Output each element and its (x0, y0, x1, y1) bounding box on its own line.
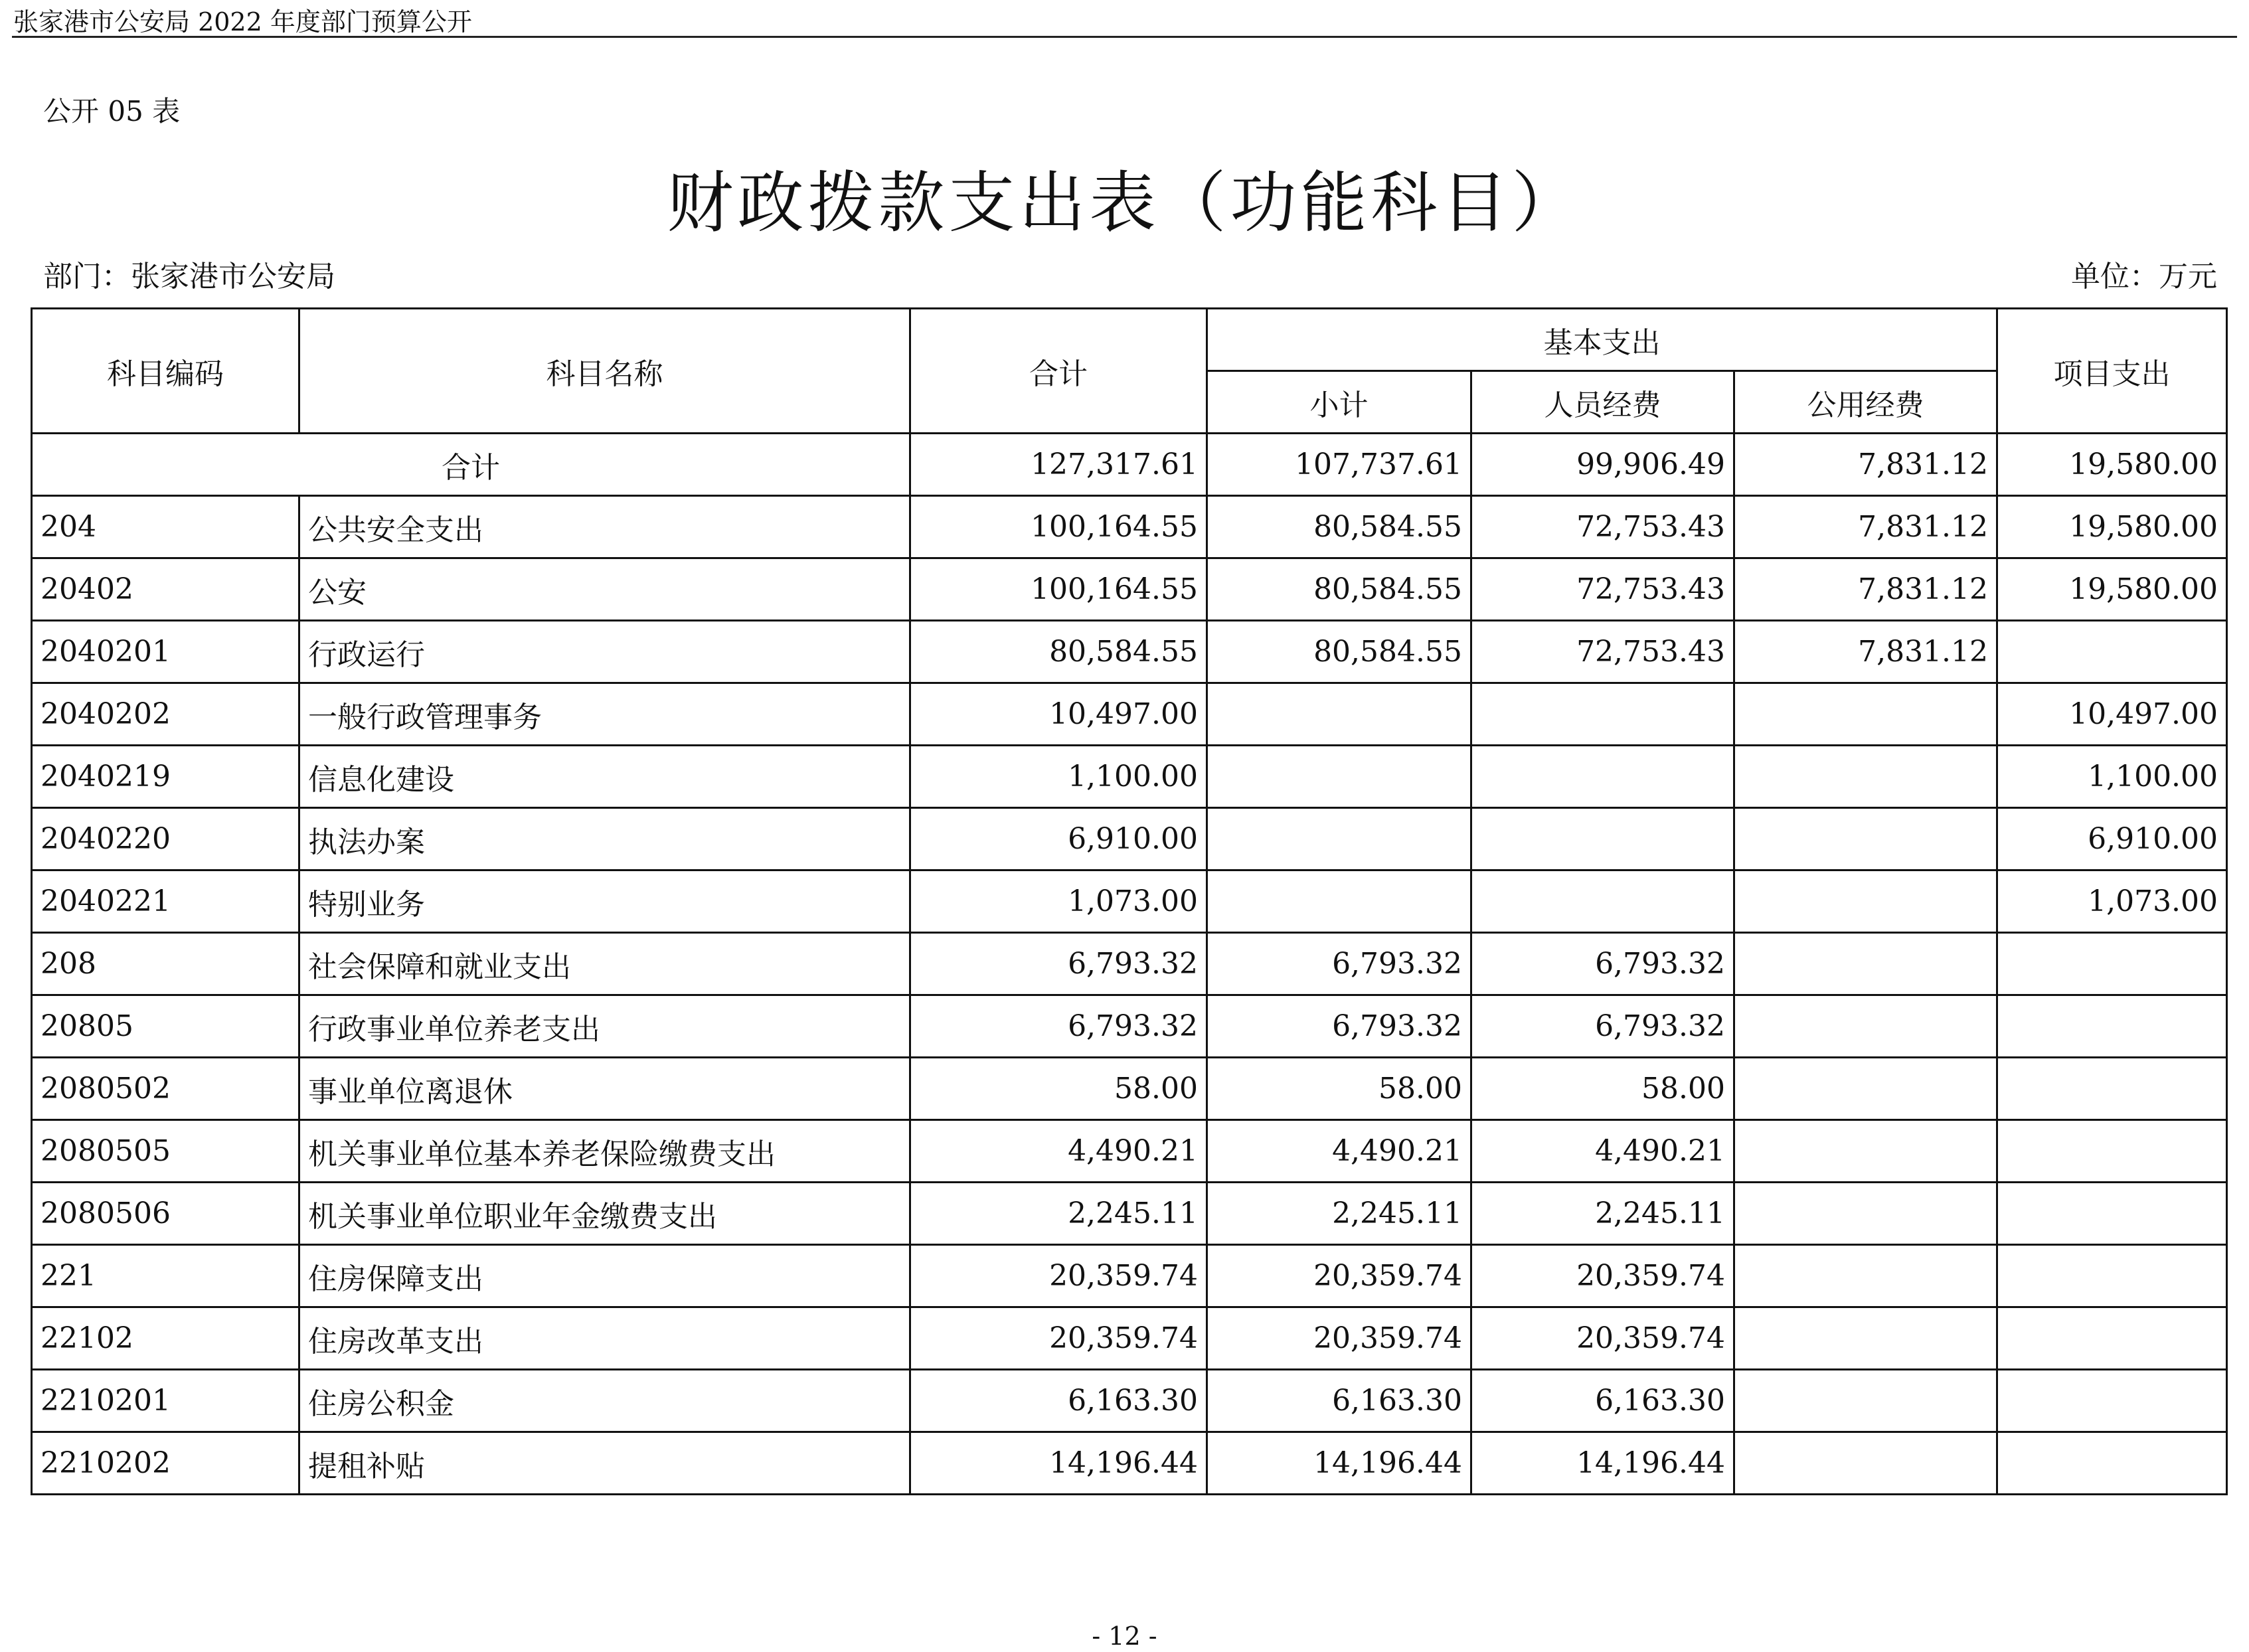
cell-project: 19,580.00 (1997, 558, 2227, 621)
cell-personnel: 72,753.43 (1471, 558, 1734, 621)
cell-project (1997, 1370, 2227, 1432)
table-row (32, 808, 2227, 870)
cell-public (1734, 1058, 1997, 1120)
cell-total: 14,196.44 (910, 1432, 1207, 1495)
cell-public (1734, 870, 1997, 933)
cell-subtotal: 6,793.32 (1207, 933, 1471, 995)
cell-code: 221 (32, 1245, 299, 1307)
header-subtotal: 小计 (1207, 371, 1471, 434)
cell-total: 2,245.11 (910, 1183, 1207, 1245)
cell-project: 19,580.00 (1997, 496, 2227, 558)
cell-total: 100,164.55 (910, 558, 1207, 621)
department-label: 部门：张家港市公安局 (43, 260, 335, 293)
cell-name: 社会保障和就业支出 (299, 933, 910, 995)
cell-name: 信息化建设 (299, 746, 910, 808)
cell-subtotal: 80,584.55 (1207, 496, 1471, 558)
cell-personnel: 20,359.74 (1471, 1245, 1734, 1307)
cell-public (1734, 1120, 1997, 1183)
cell-subtotal: 4,490.21 (1207, 1120, 1471, 1183)
cell-total: 4,490.21 (910, 1120, 1207, 1183)
cell-total: 1,073.00 (910, 870, 1207, 933)
cell-total: 6,793.32 (910, 995, 1207, 1058)
cell-project: 10,497.00 (1997, 683, 2227, 746)
cell-code: 20402 (32, 558, 299, 621)
cell-subtotal: 14,196.44 (1207, 1432, 1471, 1495)
cell-project (1997, 1307, 2227, 1370)
cell-project (1997, 1120, 2227, 1183)
cell-subtotal (1207, 746, 1471, 808)
table-row (32, 1370, 2227, 1432)
cell-project: 6,910.00 (1997, 808, 2227, 870)
cell-personnel: 14,196.44 (1471, 1432, 1734, 1495)
cell-personnel (1471, 746, 1734, 808)
cell-personnel (1471, 870, 1734, 933)
cell-code: 2040220 (32, 808, 299, 870)
cell-total: 20,359.74 (910, 1307, 1207, 1370)
cell-code: 2040221 (32, 870, 299, 933)
cell-name: 一般行政管理事务 (299, 683, 910, 746)
table-row (32, 496, 2227, 558)
cell-public: 7,831.12 (1734, 496, 1997, 558)
cell-personnel: 72,753.43 (1471, 496, 1734, 558)
cell-project: 1,100.00 (1997, 746, 2227, 808)
cell-public (1734, 1307, 1997, 1370)
header-public: 公用经费 (1734, 371, 1997, 434)
table-row (32, 1120, 2227, 1183)
cell-project (1997, 933, 2227, 995)
table-row (32, 870, 2227, 933)
header-name: 科目名称 (299, 309, 910, 434)
cell-public (1734, 1370, 1997, 1432)
header-personnel: 人员经费 (1471, 371, 1734, 434)
cell-name: 行政事业单位养老支出 (299, 995, 910, 1058)
running-header: 张家港市公安局 2022 年度部门预算公开 (13, 7, 472, 37)
cell-name: 公安 (299, 558, 910, 621)
table-row (32, 746, 2227, 808)
cell-code: 20805 (32, 995, 299, 1058)
table-row (32, 1432, 2227, 1495)
cell-public (1734, 1432, 1997, 1495)
cell-code: 2080505 (32, 1120, 299, 1183)
cell-name: 公共安全支出 (299, 496, 910, 558)
total-subtotal: 107,737.61 (1207, 434, 1471, 496)
cell-subtotal: 2,245.11 (1207, 1183, 1471, 1245)
total-row (32, 434, 2227, 496)
cell-code: 2080506 (32, 1183, 299, 1245)
cell-name: 机关事业单位基本养老保险缴费支出 (299, 1120, 910, 1183)
cell-code: 204 (32, 496, 299, 558)
cell-subtotal: 58.00 (1207, 1058, 1471, 1120)
cell-total: 6,793.32 (910, 933, 1207, 995)
page-number: - 12 - (1092, 1621, 1157, 1651)
cell-code: 208 (32, 933, 299, 995)
table-row (32, 1058, 2227, 1120)
cell-project (1997, 995, 2227, 1058)
table-row (32, 683, 2227, 746)
cell-name: 机关事业单位职业年金缴费支出 (299, 1183, 910, 1245)
total-project: 19,580.00 (1997, 434, 2227, 496)
cell-subtotal: 6,163.30 (1207, 1370, 1471, 1432)
cell-name: 住房保障支出 (299, 1245, 910, 1307)
cell-personnel (1471, 808, 1734, 870)
total-label: 合计 (32, 434, 910, 496)
cell-total: 6,163.30 (910, 1370, 1207, 1432)
cell-subtotal: 80,584.55 (1207, 621, 1471, 683)
cell-personnel: 6,793.32 (1471, 995, 1734, 1058)
cell-code: 2210201 (32, 1370, 299, 1432)
cell-subtotal (1207, 683, 1471, 746)
cell-code: 2080502 (32, 1058, 299, 1120)
table-row (32, 1307, 2227, 1370)
header-code: 科目编码 (32, 309, 299, 434)
cell-subtotal: 6,793.32 (1207, 995, 1471, 1058)
table-row (32, 1245, 2227, 1307)
cell-subtotal: 80,584.55 (1207, 558, 1471, 621)
cell-name: 提租补贴 (299, 1432, 910, 1495)
cell-public (1734, 1183, 1997, 1245)
cell-public (1734, 683, 1997, 746)
cell-total: 100,164.55 (910, 496, 1207, 558)
cell-total: 1,100.00 (910, 746, 1207, 808)
cell-code: 2040202 (32, 683, 299, 746)
cell-name: 住房改革支出 (299, 1307, 910, 1370)
header-basic: 基本支出 (1207, 309, 1997, 371)
cell-name: 住房公积金 (299, 1370, 910, 1432)
cell-personnel (1471, 683, 1734, 746)
cell-code: 2210202 (32, 1432, 299, 1495)
expenditure-table (31, 307, 2228, 1495)
cell-subtotal (1207, 870, 1471, 933)
table-row (32, 1183, 2227, 1245)
table-number: 公开 05 表 (43, 95, 181, 127)
table-row (32, 933, 2227, 995)
cell-personnel: 2,245.11 (1471, 1183, 1734, 1245)
cell-personnel: 6,163.30 (1471, 1370, 1734, 1432)
table-row (32, 621, 2227, 683)
cell-public (1734, 995, 1997, 1058)
cell-project (1997, 1058, 2227, 1120)
cell-subtotal: 20,359.74 (1207, 1245, 1471, 1307)
header-project: 项目支出 (1997, 309, 2227, 434)
cell-project: 1,073.00 (1997, 870, 2227, 933)
cell-code: 22102 (32, 1307, 299, 1370)
cell-public (1734, 808, 1997, 870)
cell-project (1997, 621, 2227, 683)
cell-name: 行政运行 (299, 621, 910, 683)
cell-total: 20,359.74 (910, 1245, 1207, 1307)
cell-subtotal: 20,359.74 (1207, 1307, 1471, 1370)
cell-total: 80,584.55 (910, 621, 1207, 683)
cell-personnel: 20,359.74 (1471, 1307, 1734, 1370)
header-total: 合计 (910, 309, 1207, 434)
cell-public: 7,831.12 (1734, 621, 1997, 683)
total-total: 127,317.61 (910, 434, 1207, 496)
page-title: 财政拨款支出表（功能科目） (667, 164, 1582, 242)
table-row (32, 995, 2227, 1058)
cell-personnel: 4,490.21 (1471, 1120, 1734, 1183)
cell-name: 执法办案 (299, 808, 910, 870)
cell-personnel: 58.00 (1471, 1058, 1734, 1120)
cell-public (1734, 746, 1997, 808)
cell-name: 事业单位离退休 (299, 1058, 910, 1120)
cell-project (1997, 1245, 2227, 1307)
cell-project (1997, 1432, 2227, 1495)
total-personnel: 99,906.49 (1471, 434, 1734, 496)
cell-public: 7,831.12 (1734, 558, 1997, 621)
cell-name: 特别业务 (299, 870, 910, 933)
unit-label: 单位：万元 (2071, 260, 2217, 293)
table-row (32, 558, 2227, 621)
cell-personnel: 6,793.32 (1471, 933, 1734, 995)
cell-total: 58.00 (910, 1058, 1207, 1120)
total-public: 7,831.12 (1734, 434, 1997, 496)
cell-total: 6,910.00 (910, 808, 1207, 870)
cell-total: 10,497.00 (910, 683, 1207, 746)
cell-public (1734, 1245, 1997, 1307)
cell-subtotal (1207, 808, 1471, 870)
cell-project (1997, 1183, 2227, 1245)
cell-code: 2040201 (32, 621, 299, 683)
header-divider (12, 36, 2237, 38)
cell-personnel: 72,753.43 (1471, 621, 1734, 683)
cell-public (1734, 933, 1997, 995)
cell-code: 2040219 (32, 746, 299, 808)
